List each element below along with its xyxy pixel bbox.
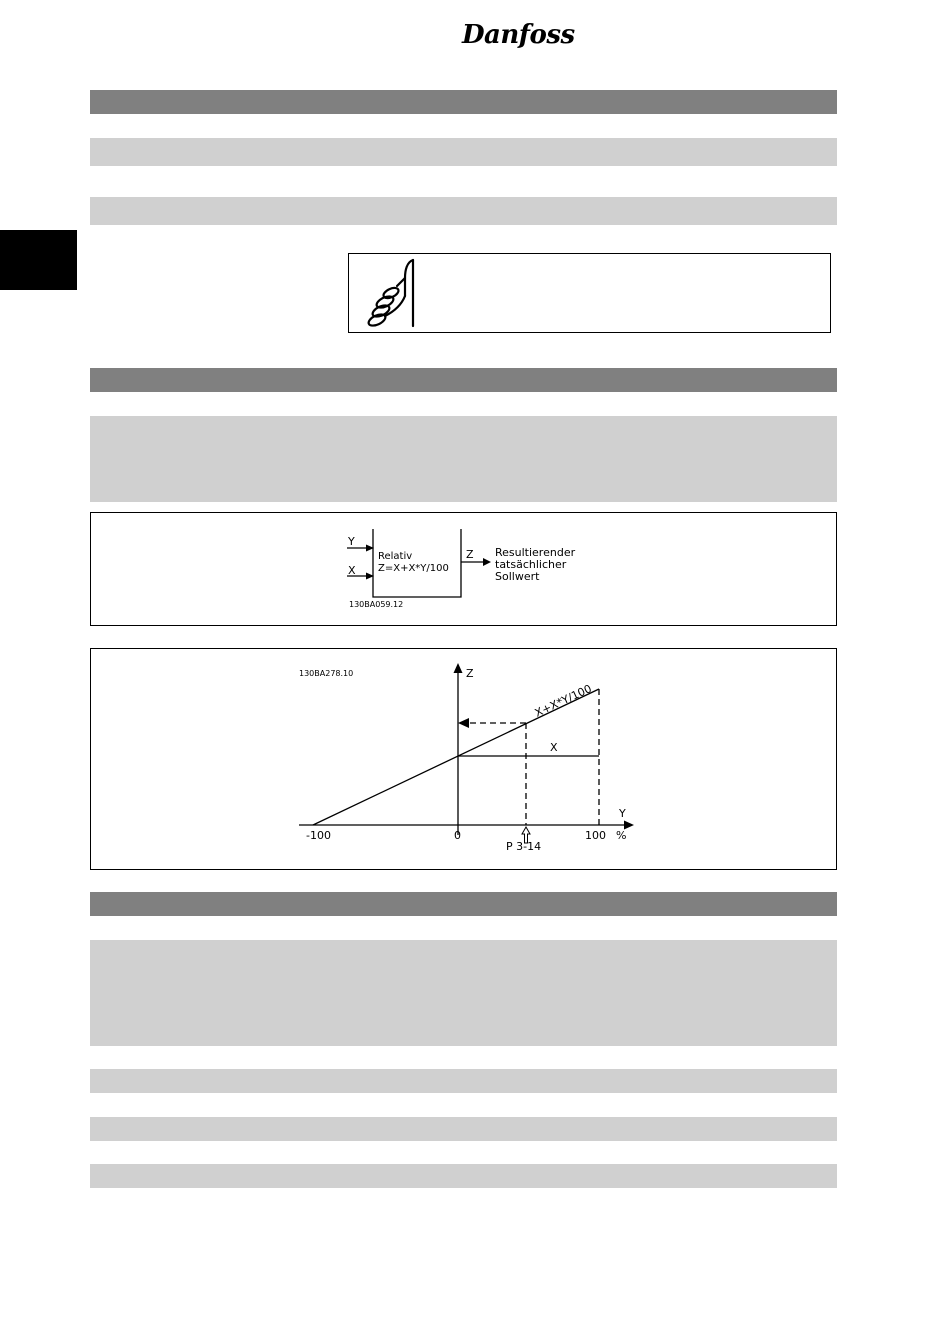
tick-0: 0 [454, 829, 461, 842]
result-label-3: Sollwert [495, 570, 540, 583]
line-label: X+X*Y/100 [532, 682, 594, 720]
section-header-bar-1 [90, 90, 837, 114]
parameter-bar-3 [90, 416, 837, 502]
figure-graph [90, 648, 837, 870]
output-z-label: Z [466, 548, 474, 561]
note-hand-icon [363, 256, 423, 334]
figure-block-diagram [90, 512, 837, 626]
parameter-bar-1 [90, 138, 837, 166]
param-ref-label: P 3-14 [506, 840, 542, 853]
chapter-tab [0, 230, 77, 290]
note-box [348, 253, 831, 333]
result-label-2: tatsächlicher [495, 558, 567, 571]
block-label-1: Relativ [378, 551, 413, 562]
input-y-label: Y [348, 535, 355, 548]
figure-id-2: 130BA278.10 [299, 669, 354, 678]
option-bar-2 [90, 1117, 837, 1141]
input-x-label: X [348, 564, 356, 577]
tick-100: 100 [585, 829, 606, 842]
parameter-bar-4 [90, 940, 837, 1046]
section-header-bar-3 [90, 892, 837, 916]
section-header-bar-2 [90, 368, 837, 392]
x-level-label: X [550, 741, 558, 754]
block-label-2: Z=X+X*Y/100 [378, 563, 449, 574]
danfoss-logo: Danfoss [462, 20, 575, 50]
y-axis-label: Y [619, 807, 626, 820]
figure-id-1: 130BA059.12 [349, 600, 404, 609]
parameter-bar-2 [90, 197, 837, 225]
result-label-1: Resultierender [495, 546, 576, 559]
option-bar-1 [90, 1069, 837, 1093]
z-axis-label: Z [466, 667, 474, 680]
unit-label: % [616, 829, 627, 842]
tick-neg100: -100 [306, 829, 331, 842]
option-bar-3 [90, 1164, 837, 1188]
